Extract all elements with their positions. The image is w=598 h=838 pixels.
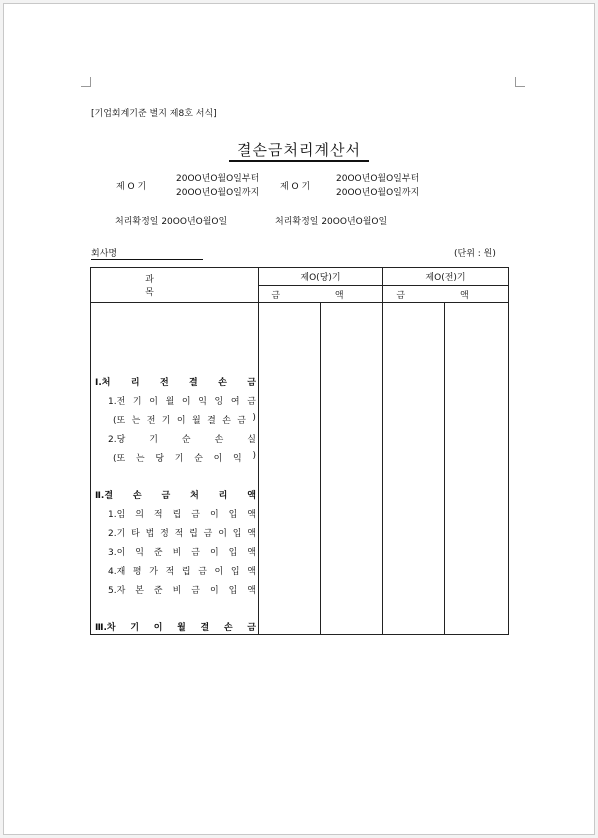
item-label: Ⅰ.처 (95, 378, 111, 388)
item-label-char: 금 (191, 548, 200, 558)
item-label-char: 손 (132, 491, 142, 501)
item-label-char: 익 (198, 397, 207, 407)
item-row (95, 375, 256, 388)
item-label-char: 처 (190, 491, 199, 501)
item-label-char: 기 (130, 623, 140, 633)
document-title: 결손금처리계산서 (229, 140, 369, 162)
item-label: (또 (113, 454, 126, 464)
item-label-char: 적 (165, 567, 175, 577)
item-label-char: 금 (247, 623, 256, 633)
current-amount-cell-1 (259, 303, 321, 635)
current-period-header: 제O(당)기 (259, 268, 383, 286)
item-label-char: 여 (230, 397, 240, 407)
item-row (113, 451, 256, 464)
previous-amount-cell-1 (383, 303, 445, 635)
item-label-char: 기 (174, 454, 184, 464)
item-label-char: 입 (232, 529, 242, 539)
item-row (108, 583, 256, 596)
item-label-char: 는 (135, 454, 145, 464)
item-label-char: 평 (132, 567, 142, 577)
item-label-char: 결 (207, 416, 216, 426)
item-label-char: 금 (237, 416, 246, 426)
item-row (113, 413, 256, 426)
item-label-char: 전 (159, 378, 169, 388)
item-label-char: 준 (153, 548, 163, 558)
previous-amount-header: 금 액 (383, 286, 509, 303)
item-label: 3.이 (108, 548, 126, 558)
unit-label: (단위 : 원) (454, 249, 496, 259)
item-label-char: 금 (161, 491, 171, 501)
item-label: 1.전 (108, 397, 126, 407)
previous-period-header: 제O(전)기 (383, 268, 509, 286)
item-label-char: 이 (149, 397, 158, 407)
item-label-char: 입 (228, 548, 238, 558)
item-label-char: 금 (203, 529, 213, 539)
item-label-char: 이 (209, 586, 219, 596)
previous-confirm-date: 처리확정일 20OO년O월O일 (275, 217, 388, 227)
item-label-char: 실 (247, 435, 256, 445)
item-label-char: 익 (233, 454, 242, 464)
item-label-char: 리 (218, 491, 228, 501)
item-label-char: 손 (223, 623, 233, 633)
item-label-char: 이 (181, 397, 191, 407)
item-label-char: 전 (146, 416, 156, 426)
item-label-char: 손 (222, 416, 231, 426)
item-label-char: 입 (228, 586, 238, 596)
item-row (108, 507, 256, 520)
item-label-char: 이 (209, 548, 219, 558)
item-label-char: 이 (218, 529, 227, 539)
company-name-underline (91, 259, 203, 260)
item-label-char: 월 (177, 623, 186, 633)
item-label-char: 이 (214, 567, 224, 577)
item-label-char: 준 (153, 586, 163, 596)
current-confirm-date: 처리확정일 20OO년O월O일 (115, 217, 228, 227)
item-label-char: 는 (131, 416, 141, 426)
page-corner-mark-top-right (515, 77, 525, 87)
current-period-label: 제 O 기 (116, 182, 147, 192)
item-label-char: 기 (149, 435, 158, 445)
item-label-char: 기 (161, 416, 171, 426)
current-amount-header: 금 액 (259, 286, 383, 303)
item-row (108, 564, 256, 577)
previous-period-from: 20OO년O월O일부터 (336, 174, 420, 184)
item-row (95, 620, 256, 633)
item-label-char: 금 (191, 510, 200, 520)
item-label-char: 입 (228, 510, 238, 520)
item-row (108, 394, 256, 407)
item-label-char: 리 (130, 378, 140, 388)
item-label-char: 적 (153, 510, 163, 520)
item-label-char: 액 (247, 510, 256, 520)
item-label-char: 액 (247, 548, 256, 558)
item-row (108, 545, 256, 558)
item-label-char: 월 (191, 416, 201, 426)
item-label-char: 액 (247, 567, 256, 577)
item-label-char: 적 (174, 529, 184, 539)
item-label-char: 비 (172, 586, 182, 596)
item-label-char: 이 (213, 454, 223, 464)
item-label-char: 립 (172, 510, 182, 520)
item-label-char: 이 (176, 416, 186, 426)
current-period-to: 20OO년O월O일까지 (176, 188, 260, 198)
item-label: Ⅲ.차 (95, 623, 116, 633)
item-label-char: 잉 (214, 397, 224, 407)
item-label-char: 비 (172, 548, 182, 558)
item-label-char: 순 (181, 435, 191, 445)
item-label: 1.임 (108, 510, 126, 520)
item-label-char: 월 (165, 397, 175, 407)
item-label-char: 금 (247, 397, 256, 407)
item-label-char: 손 (214, 435, 224, 445)
item-label-char: 가 (149, 567, 158, 577)
deficit-table (90, 267, 509, 635)
company-name-label: 회사명 (91, 249, 118, 259)
item-label-char: ) (252, 413, 256, 423)
current-amount-cell-2 (321, 303, 383, 635)
item-label-char: 법 (145, 529, 155, 539)
item-label: 2.기 (108, 529, 126, 539)
subject-header: 과 목 (91, 268, 259, 303)
item-label-char: 액 (247, 586, 256, 596)
item-row (108, 526, 256, 539)
item-label-char: 결 (200, 623, 210, 633)
item-label-char: 정 (160, 529, 169, 539)
subject-column (91, 303, 259, 635)
previous-amount-cell-2 (445, 303, 509, 635)
previous-period-label: 제 O 기 (280, 182, 311, 192)
item-label-char: 금 (247, 378, 256, 388)
item-label-char: 금 (198, 567, 207, 577)
item-label-char: 본 (135, 586, 144, 596)
item-label-char: 결 (189, 378, 198, 388)
item-label-char: 순 (194, 454, 203, 464)
item-label-char: 의 (135, 510, 144, 520)
item-label-char: 기 (132, 397, 142, 407)
item-label-char: 익 (135, 548, 144, 558)
item-label: (또 (113, 416, 126, 426)
item-label: 4.재 (108, 567, 126, 577)
item-label: Ⅱ.결 (95, 491, 114, 501)
item-label-char: 타 (131, 529, 140, 539)
item-row (108, 432, 256, 445)
page-corner-mark-top-left (81, 77, 91, 87)
item-label-char: 액 (247, 491, 256, 501)
item-label-char: 이 (209, 510, 219, 520)
item-label-char: 당 (155, 454, 165, 464)
item-row (95, 488, 256, 501)
form-header: [기업회계기준 별지 제8호 서식] (91, 109, 217, 119)
item-label-char: ) (252, 451, 256, 461)
item-label-char: 액 (247, 529, 256, 539)
item-label-char: 손 (218, 378, 227, 388)
item-label-char: 립 (181, 567, 191, 577)
item-label-char: 립 (189, 529, 198, 539)
current-period-from: 20OO년O월O일부터 (176, 174, 260, 184)
item-label-char: 입 (230, 567, 240, 577)
item-label: 5.자 (108, 586, 126, 596)
item-label-char: 금 (191, 586, 200, 596)
item-label: 2.당 (108, 435, 126, 445)
item-label-char: 이 (153, 623, 163, 633)
previous-period-to: 20OO년O월O일까지 (336, 188, 420, 198)
